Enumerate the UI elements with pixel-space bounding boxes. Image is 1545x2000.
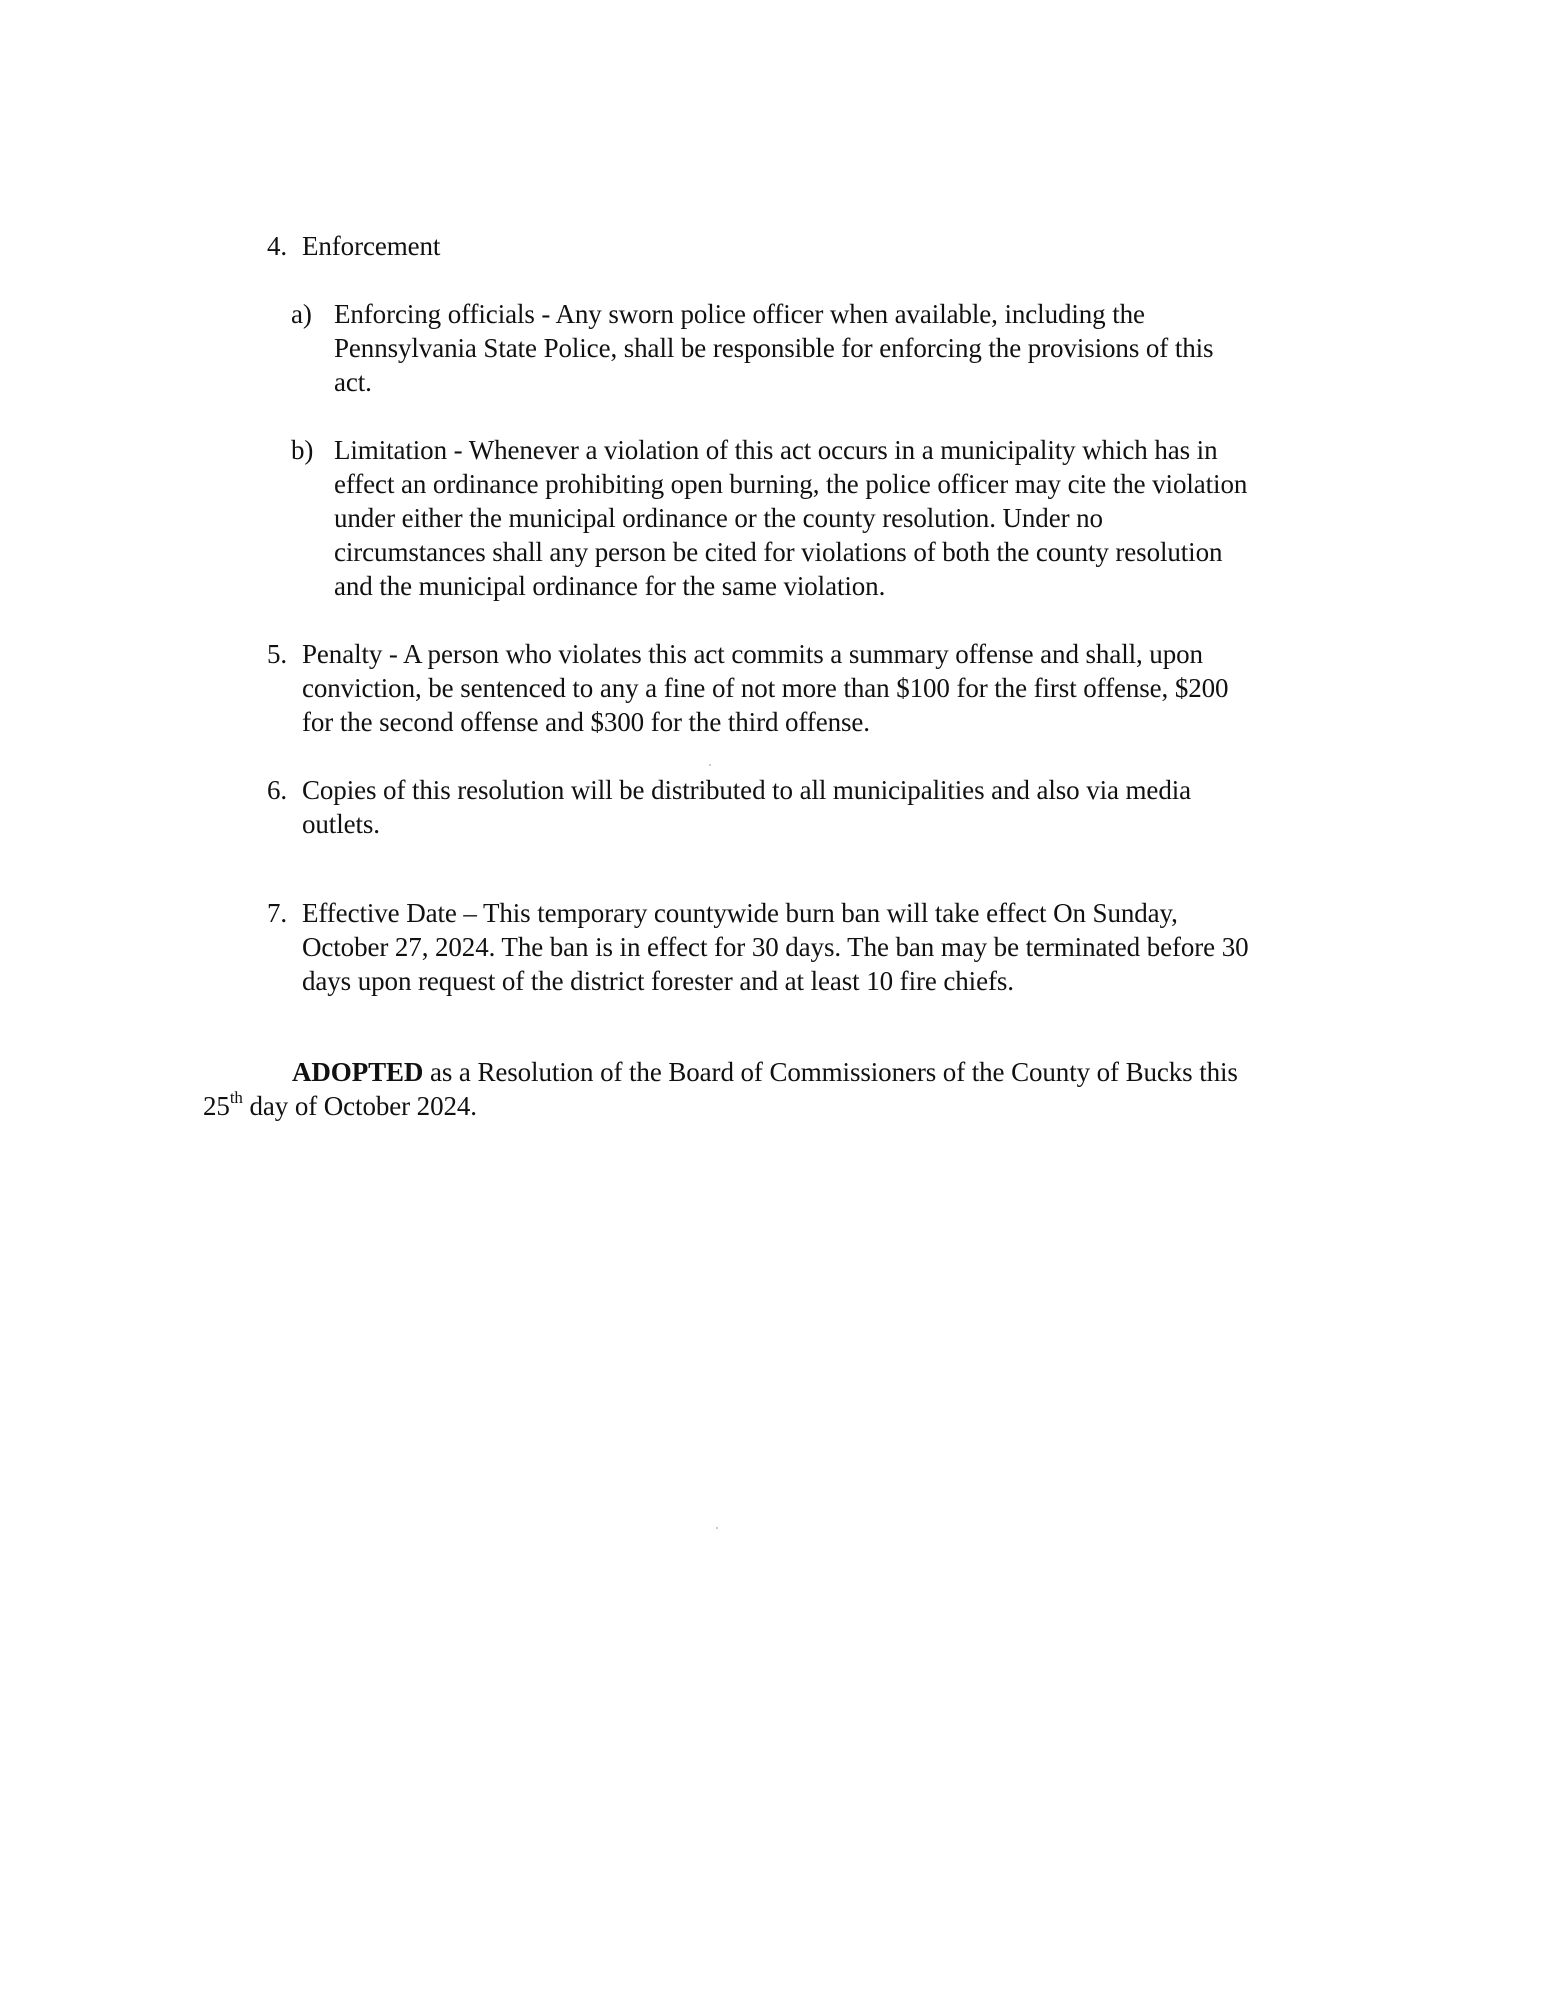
item-b-line-5: and the municipal ordinance for the same violation. — [334, 571, 886, 601]
section-7-line-1: Effective Date – This temporary countywide burn ban will take effect On Sunday, — [302, 898, 1178, 928]
scan-speck — [716, 1527, 718, 1529]
item-a-line-1: Enforcing officials - Any sworn police officer when available, including the — [334, 299, 1145, 329]
section-7-text — [302, 896, 1422, 998]
item-b-line-3: under either the municipal ordinance or the county resolution. Under no — [334, 503, 1103, 533]
adopted-day-suffix: th — [229, 1088, 243, 1107]
section-5-line-2: conviction, be sentenced to any a fine of not more than $100 for the first offense, $200 — [302, 673, 1229, 703]
item-b-line-4: circumstances shall any person be cited for violations of both the county resolution — [334, 537, 1223, 567]
section-4-number: 4. — [266, 231, 287, 261]
section-4-title: Enforcement — [302, 231, 441, 261]
section-6-number: 6. — [266, 775, 287, 805]
adopted-line-1-rest: as a Resolution of the Board of Commissioners of the County of Bucks this — [423, 1057, 1238, 1087]
section-6-line-1: Copies of this resolution will be distributed to all municipalities and also via media — [302, 775, 1192, 805]
item-a-line-3: act. — [334, 367, 372, 397]
adopted-line-1 — [292, 1055, 1492, 1089]
section-5-line-3: for the second offense and $300 for the third offense. — [302, 707, 870, 737]
section-7-line-2: October 27, 2024. The ban is in effect for 30 days. The ban may be terminated before 30 — [302, 932, 1249, 962]
section-6-text — [302, 773, 1422, 841]
adopted-keyword: ADOPTED — [292, 1057, 424, 1087]
adopted-line-2-rest: day of October 2024. — [242, 1091, 477, 1121]
item-b-line-1: Limitation - Whenever a violation of this act occurs in a municipality which has in — [334, 435, 1218, 465]
scan-speck — [709, 764, 711, 766]
section-5-number: 5. — [266, 639, 287, 669]
item-b-marker: b) — [291, 435, 314, 465]
adopted-day-number: 25 — [203, 1091, 230, 1121]
item-b-line-2: effect an ordinance prohibiting open burning, the police officer may cite the violation — [334, 469, 1248, 499]
section-7-line-3: days upon request of the district forester and at least 10 fire chiefs. — [302, 966, 1014, 996]
section-5-text — [302, 637, 1422, 739]
item-a-text — [334, 297, 1414, 399]
item-b-text — [334, 433, 1434, 603]
section-6-line-2: outlets. — [302, 809, 380, 839]
section-7-number: 7. — [266, 898, 287, 928]
item-a-line-2: Pennsylvania State Police, shall be responsible for enforcing the provisions of this — [334, 333, 1214, 363]
item-a-marker: a) — [291, 299, 312, 329]
section-5-line-1: Penalty - A person who violates this act commits a summary offense and shall, upon — [302, 639, 1203, 669]
adopted-line-2 — [203, 1089, 1403, 1123]
